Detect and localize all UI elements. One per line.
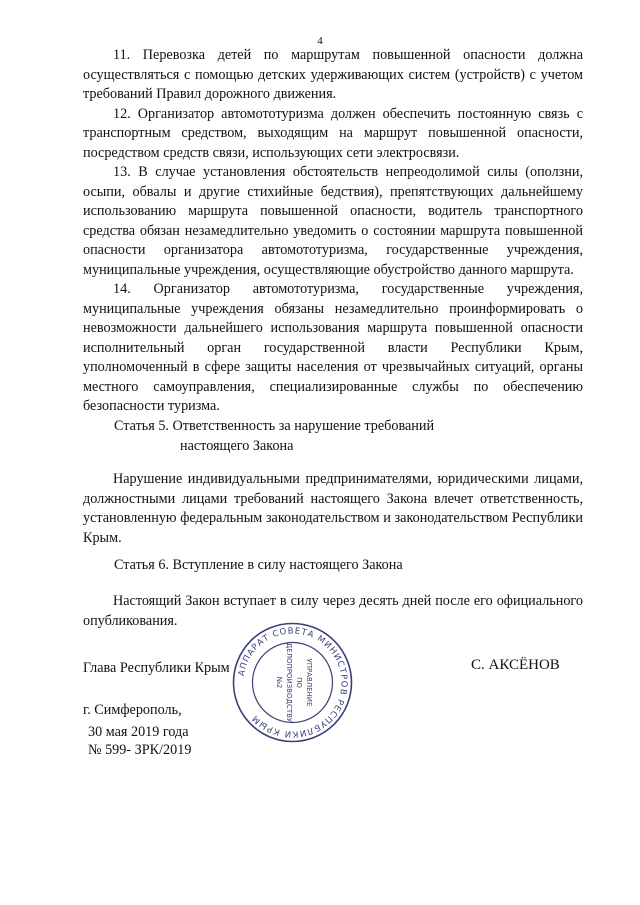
article-5-title-line1: Статья 5. Ответственность за нарушение требований [114, 418, 435, 434]
svg-text:ПО: ПО [295, 677, 303, 688]
official-stamp [230, 620, 355, 745]
paragraph-11: 11. Перевозка детей по маршрутам повышенной опасности должна осуществляться с помощью детских удерживающих систем (устройств) с учетом требований Правил дорожного движения. [83, 47, 583, 102]
main-paragraphs [83, 46, 583, 417]
article-6-title: Статья 6. Вступление в силу настоящего Закона [114, 557, 403, 573]
svg-text:АППАРАТ СОВЕТА МИНИСТРОВ РЕСПУ: АППАРАТ СОВЕТА МИНИСТРОВ РЕСПУБЛИКИ КРЫМ [236, 626, 349, 739]
article-5-body [83, 470, 583, 548]
svg-text:ДЕЛОПРОИЗВОДСТВУ: ДЕЛОПРОИЗВОДСТВУ [285, 642, 293, 723]
paragraph-12: 12. Организатор автомототуризма должен обеспечить постоянную связь с транспортным средством, выходящим на маршрут повышенной опасности, посредством средств связи, использующих сети электросвязи. [83, 105, 583, 161]
city: г. Симферополь, [83, 702, 182, 718]
page-number: 4 [317, 35, 323, 47]
svg-text:№2: №2 [275, 676, 283, 689]
law-number: № 599- ЗРК/2019 [88, 742, 192, 758]
article-5-title-line2: настоящего Закона [180, 437, 294, 454]
article-5-text: Нарушение индивидуальными предпринимателями, юридическими лицами, должностными лицами требований настоящего Закона влечет ответственность, установленную федеральным законодательством и законодательством Республики Крым. [83, 471, 583, 546]
signatory-title: Глава Республики Крым [83, 660, 230, 676]
paragraph-14: 14. Организатор автомототуризма, государственные учреждения, муниципальные учреждения обязаны незамедлительно проинформировать о невозможности дальнейшего использования маршрута повышенной опасности исполнительный орган государственной власти Республики Крым, уполномоченный в сфере защиты населения от чрезвычайных ситуаций, органы местного самоуправления, специализированные службы по обеспечению безопасности туризма. [83, 281, 583, 414]
stamp-seal-icon [230, 620, 355, 745]
article-5-heading [114, 417, 434, 456]
paragraph-13: 13. В случае установления обстоятельств непреодолимой силы (оползни, осыпи, обвалы и другие стихийные бедствия), препятствующих дальнейшему использованию маршрута повышенной опасности, водитель транспортного средства обязан незамедлительно уведомить о состоянии маршрута повышенной опасности организатора автомототуризма, государственные учреждения, муниципальные учреждения, осуществляющие обустройство данного маршрута. [83, 164, 583, 278]
law-date: 30 мая 2019 года [88, 724, 189, 740]
signatory-name: С. АКСЁНОВ [471, 657, 560, 673]
article-6-text: Настоящий Закон вступает в силу через десять дней после его официального опубликования. [83, 593, 583, 629]
svg-text:УПРАВЛЕНИЕ: УПРАВЛЕНИЕ [305, 658, 313, 707]
